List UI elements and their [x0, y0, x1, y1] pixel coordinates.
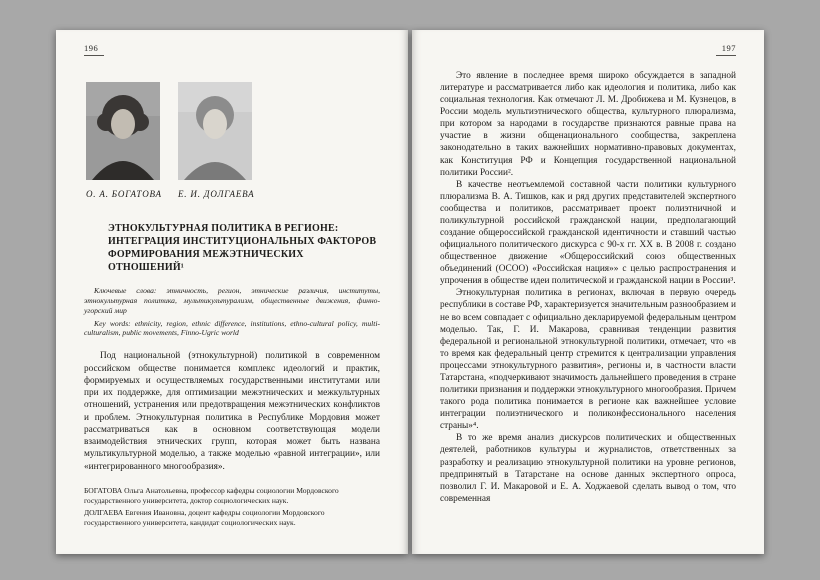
page-number: 197 [721, 43, 736, 53]
author-name: О. А. БОГАТОВА [86, 189, 162, 199]
abstract-paragraph: Под национальной (этнокультурной) политикой в современном российском обществе понимается комплекс идеологий и практик, формируемых и осуществляемых государственными институтами или при их поддержке, для оптимизации межэтнических и межкультурных отношений, устранения или предотвращения межэтнических конфликтов и проблем. Этнокультурная политика в Республике Мордовия может рассматриваться как в основном соответствующая модели взаимодействия этнических групп, которая может быть названа мультикультурной моделью, а также моделью «равной интеграции», или «интегрированного многообразия». [84, 351, 380, 472]
keywords-block [84, 286, 380, 338]
keywords-russian: Ключевые слова: этничность, регион, этнические различия, институты, этнокультурная политика, мультикультурализм, общественные движения, финно-угорский мир [84, 286, 380, 315]
portrait-image [178, 82, 252, 180]
right-page [412, 30, 764, 554]
article-title: ЭТНОКУЛЬТУРНАЯ ПОЛИТИКА В РЕГИОНЕ: ИНТЕГРАЦИЯ ИНСТИТУЦИОНАЛЬНЫХ ФАКТОРОВ ФОРМИРОВАНИЯ МЕЖЭТНИЧЕСКИХ ОТНОШЕНИЙ¹ [108, 223, 377, 273]
left-page [56, 30, 408, 554]
abstract-block [84, 350, 380, 473]
body-paragraph: В качестве неотъемлемой составной части политики культурного плюрализма В. А. Тишков, как и ряд других представителей экспертного сообщества и политиков, рассматривает проект полиэтничной и поликультурной российской гражданской нации, предполагающий создание общероссийской гражданской идентичности и ставший частью официального политического дискурса с 90-х гг. XX в. В 2008 г. создано общественное движение «Общероссийский союз общественных объединений (ОСОО) «Российская нация»» с целью распространения и упрочения в обществе идеи политической и гражданской нации в России³. [440, 179, 736, 287]
right-page-content [412, 30, 764, 554]
body-text [440, 70, 736, 505]
keywords-english: Key words: ethnicity, region, ethnic difference, institutions, ethno-cultural policy, multi-culturalism, public movements, Finno-Ugric world [84, 318, 380, 338]
author-photo-dolgaeva [178, 82, 252, 180]
author-bio: ДОЛГАЕВА Евгения Ивановна, доцент кафедры социологии Мордовского государственного университета, кандидат социологических наук. [84, 507, 325, 527]
body-paragraph: В то же время анализ дискурсов политических и общественных деятелей, работников культуры и журналистов, ответственных за разработку и реализацию этнокультурной политики на уровне регионов, предпринятый в Татарстане на основе данных экспертного опроса, позволил Г. И. Макаровой и Е. А. Ходжаевой сделать вывод о том, что современная [440, 433, 736, 504]
author-bios [84, 486, 380, 530]
author-bio: БОГАТОВА Ольга Анатольевна, профессор кафедры социологии Мордовского государственного университета, доктор социологических наук. [84, 485, 339, 505]
author-photo-bogatova [86, 82, 160, 180]
author-name: Е. И. ДОЛГАЕВА [178, 189, 255, 199]
left-page-number-block [84, 43, 380, 56]
left-page-content [56, 30, 408, 554]
portrait-image [86, 82, 160, 180]
body-paragraph: Этнокультурная политика в регионах, включая в первую очередь республики в составе РФ, характеризуется значительным разнообразием и не во всем совпадает с официально декларируемой федеральным центром моделью. Так, Г. И. Макарова, сравнивая тенденции развития федеральной и региональной этнокультурной политики, отмечает, что «в то время как федеральный центр стремится к централизации управления процессами этнокультурного развития», регионы и, в частности власти Татарстана, «подчеркивают значимость дальнейшего проведения в стране политики признания и поддержки этнокультурного многообразия. Причем такого рода политика понимается в регионе как важнейшее условие интеграции полиэтнического и поликонфессионального населения страны»⁴. [440, 288, 736, 432]
page-number-rule [716, 55, 736, 56]
page-number-rule [84, 55, 104, 56]
page-number: 196 [84, 43, 99, 53]
body-paragraph: Это явление в последнее время широко обсуждается в западной литературе и рассматривается либо как идеология и политика, либо как социальная технология. Как отмечают Л. М. Дробижева и М. Кузнецов, в России модель мультиэтнического общества, культурного плюрализма, при котором за народами в государстве признаются равные права на участие в жизни общенационального сообщества, закреплена законодательно в таких важнейших нормативно-правовых документах, как Конституция РФ и Концепция государственной национальной политики России². [440, 71, 736, 178]
right-page-number-block [440, 43, 736, 56]
author-names [86, 189, 380, 202]
author-photos [86, 82, 380, 180]
